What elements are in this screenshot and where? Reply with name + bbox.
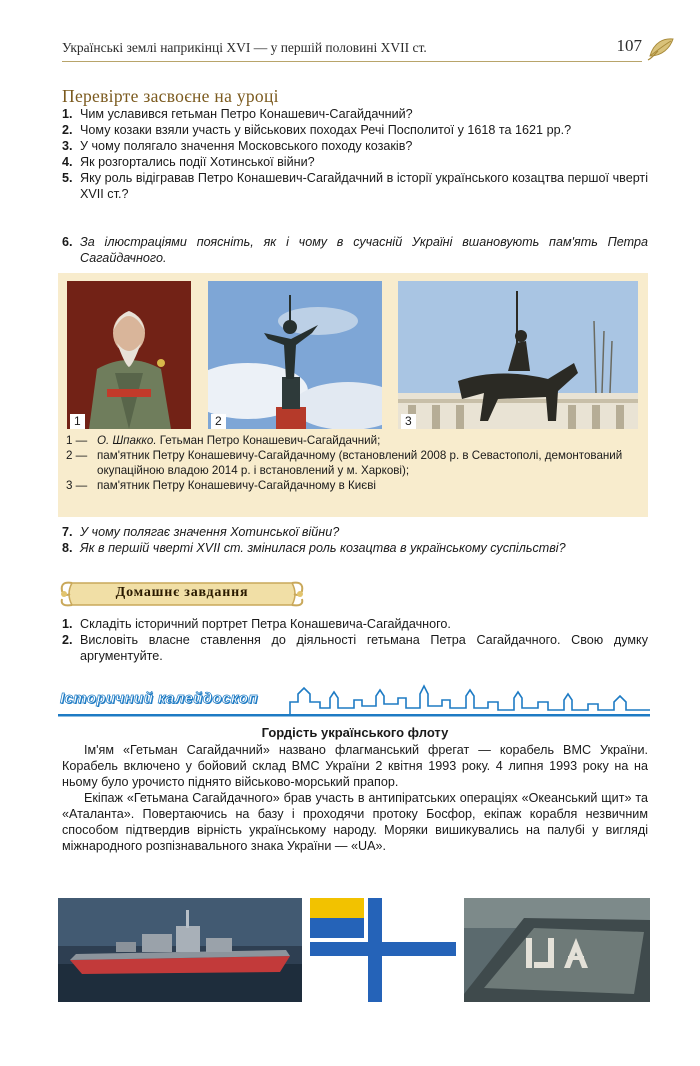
task-text: Складіть історичний портрет Петра Конашевича-Сагайдачного. <box>80 617 451 631</box>
story-text <box>62 742 648 854</box>
question-text: Як розгортались події Хотинської війни? <box>80 155 315 169</box>
sevastopol-monument-photo <box>208 281 382 429</box>
task-number: 2. <box>62 633 73 647</box>
running-title: Українські землі наприкінці XVI — у першій половині XVII ст. <box>62 40 427 55</box>
question-text: Яку роль відігравав Петро Конашевич-Сагайдачний в історії українського козацтва першої чверті XVII ст.? <box>80 171 648 201</box>
kyiv-monument-photo <box>398 281 638 429</box>
kaleidoscope-banner <box>58 684 650 724</box>
question-number: 8. <box>62 541 73 555</box>
list-item <box>62 616 648 632</box>
question-number: 1. <box>62 107 73 121</box>
task-text: Висловіть власне ставлення до діяльності гетьмана Петра Сагайдачного. Свою думку аргументуйте. <box>80 633 648 663</box>
story-paragraph: Екіпаж «Гетьмана Сагайдачного» брав участь в антипіратських операціях «Океанський щит» та «Аталанта». Повертаючись на базу і проходячи протоку Босфор, екіпаж корабля незвичним способом підтвердив вірність українському народу. Моряки вишикувались на палубі у вигляді міжнародного розпізнавального знака України — «UA». <box>62 791 648 853</box>
caption-3 <box>66 478 640 493</box>
caption-2 <box>66 448 640 478</box>
list-item <box>62 632 648 664</box>
question-text: У чому полягає значення Хотинської війни? <box>80 525 340 539</box>
list-item <box>62 122 648 138</box>
page-number: 107 <box>616 36 642 55</box>
homework-banner <box>58 577 306 611</box>
leaf-ornament-icon <box>646 34 676 62</box>
caption-label: 2 — <box>66 449 88 462</box>
question-number: 6. <box>62 235 73 249</box>
question-text: За ілюстраціями поясніть, як і чому в сучасній Україні вшановують пам'ять Петра Сагайдачного. <box>80 235 648 265</box>
caption-1 <box>66 433 640 448</box>
list-item <box>62 138 648 154</box>
illustration-panel <box>58 273 648 517</box>
list-item <box>62 234 648 266</box>
question-6 <box>62 234 648 266</box>
caption-text: пам'ятник Петру Конашевичу-Сагайдачному (встановлений 2008 р. в Севастополі, демонтований окупаційною владою 2014 р. і встановлений у м. Харкові); <box>97 449 623 477</box>
caption-text: Гетьман Петро Конашевич-Сагайдачний; <box>156 434 381 447</box>
illustration-captions <box>66 433 640 493</box>
list-item <box>62 524 648 540</box>
question-text: Як в першій чверті XVII ст. змінилася роль козацтва в українському суспільстві? <box>80 541 566 555</box>
list-item <box>62 170 648 202</box>
caption-author: О. Шпакко. <box>97 434 157 447</box>
homework-title: Домашнє завдання <box>115 585 249 600</box>
question-number: 2. <box>62 123 73 137</box>
running-header <box>62 38 642 62</box>
crew-ua-formation-photo <box>464 898 650 1002</box>
frigate-photo <box>58 898 302 1002</box>
question-number: 4. <box>62 155 73 169</box>
task-number: 1. <box>62 617 73 631</box>
list-item <box>62 106 648 122</box>
question-number: 3. <box>62 139 73 153</box>
caption-text: пам'ятник Петру Конашевичу-Сагайдачному в Києві <box>97 479 376 492</box>
list-item <box>62 540 648 556</box>
kaleidoscope-title: Історичний калейдоскоп <box>60 690 258 707</box>
story-title: Гордість українського флоту <box>261 725 449 740</box>
photo-number: 2 <box>211 414 226 429</box>
naval-ensign-flag <box>310 898 456 1002</box>
story-paragraph: Ім'ям «Гетьман Сагайдачний» названо флагманський фрегат — корабель ВМС України. Корабель включено у бойовий склад ВМС України 2 квітня 1993 року. 4 липня 1993 року на на ньому було урочисто піднято військово-морський прапор. <box>62 743 648 789</box>
homework-tasks <box>62 616 648 664</box>
questions-7-8 <box>62 524 648 556</box>
list-item <box>62 154 648 170</box>
question-text: Чим уславився гетьман Петро Конашевич-Сагайдачний? <box>80 107 413 121</box>
review-heading: Перевірте засвоєне на уроці <box>62 86 279 106</box>
caption-label: 3 — <box>66 479 88 492</box>
review-questions <box>62 106 648 202</box>
portrait-painting <box>67 281 191 429</box>
question-number: 5. <box>62 171 73 185</box>
photo-number: 1 <box>70 414 85 429</box>
question-text: У чому полягало значення Московського походу козаків? <box>80 139 413 153</box>
photo-number: 3 <box>401 414 416 429</box>
question-text: Чому козаки взяли участь у військових походах Речі Посполитої у 1618 та 1621 рр.? <box>80 123 572 137</box>
question-number: 7. <box>62 525 73 539</box>
caption-label: 1 — <box>66 434 88 447</box>
